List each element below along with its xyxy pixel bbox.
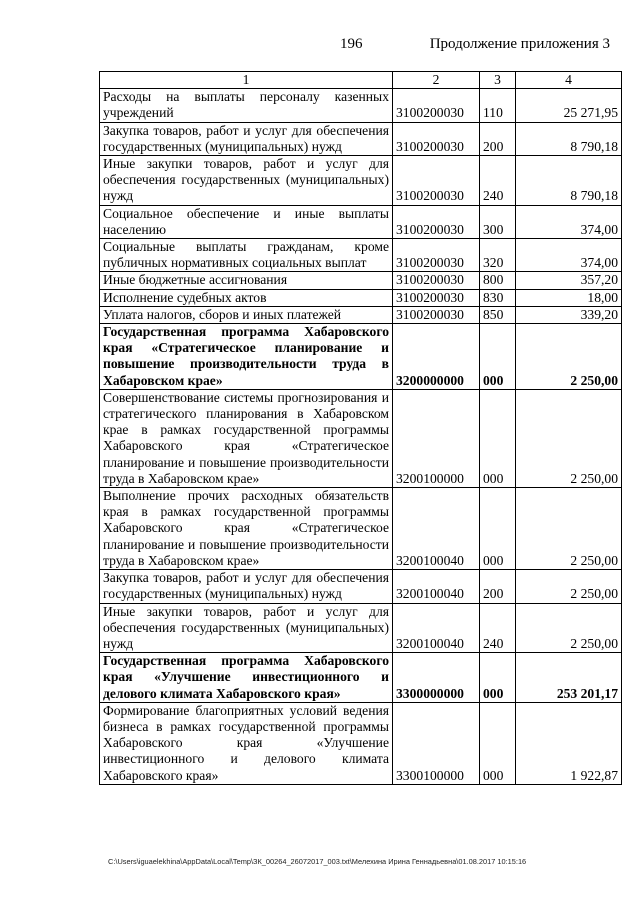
row-code-cell: 3200100040 (393, 488, 480, 570)
row-kind-cell: 240 (480, 156, 516, 206)
page-number: 196 (340, 36, 363, 52)
continuation-title: Продолжение приложения 3 (429, 36, 610, 52)
row-name-cell: Совершенствование системы прогнозирования и стратегического планирования в Хабаровском крае в рамках государственной программы Хабаровского края «Стратегическое планирование и повышение производительности труда в Хабаровском крае» (100, 389, 393, 487)
column-header: 3 (480, 72, 516, 89)
table-row (100, 272, 622, 289)
row-name-cell: Иные бюджетные ассигнования (100, 272, 393, 289)
row-amount-cell: 2 250,00 (516, 389, 622, 487)
row-kind-cell: 000 (480, 488, 516, 570)
row-kind-cell: 110 (480, 89, 516, 122)
row-amount-cell: 2 250,00 (516, 324, 622, 390)
budget-table (99, 71, 622, 785)
row-kind-cell: 200 (480, 122, 516, 155)
row-amount-cell: 2 250,00 (516, 570, 622, 603)
row-code-cell: 3300000000 (393, 653, 480, 703)
table-row (100, 603, 622, 653)
table-body (100, 89, 622, 785)
row-code-cell: 3100200030 (393, 272, 480, 289)
table-row (100, 324, 622, 390)
row-code-cell: 3200100040 (393, 603, 480, 653)
row-kind-cell: 300 (480, 205, 516, 238)
table-row (100, 122, 622, 155)
row-kind-cell: 800 (480, 272, 516, 289)
row-name-cell: Закупка товаров, работ и услуг для обеспечения государственных (муниципальных) нужд (100, 570, 393, 603)
row-code-cell: 3100200030 (393, 156, 480, 206)
row-kind-cell: 830 (480, 289, 516, 306)
row-amount-cell: 25 271,95 (516, 89, 622, 122)
row-kind-cell: 850 (480, 306, 516, 323)
row-name-cell: Исполнение судебных актов (100, 289, 393, 306)
row-code-cell: 3200100040 (393, 570, 480, 603)
row-name-cell: Выполнение прочих расходных обязательств края в рамках государственной программы Хабаровского края «Стратегическое планирование и повышение производительности труда в Хабаровском крае» (100, 488, 393, 570)
row-amount-cell: 2 250,00 (516, 488, 622, 570)
row-name-cell: Иные закупки товаров, работ и услуг для обеспечения государственных (муниципальных) нужд (100, 603, 393, 653)
table-row (100, 156, 622, 206)
column-header: 2 (393, 72, 480, 89)
column-header: 4 (516, 72, 622, 89)
row-amount-cell: 253 201,17 (516, 653, 622, 703)
table-row (100, 702, 622, 784)
row-amount-cell: 8 790,18 (516, 122, 622, 155)
table-row (100, 488, 622, 570)
row-name-cell: Государственная программа Хабаровского края «Стратегическое планирование и повышение производительности труда в Хабаровском крае» (100, 324, 393, 390)
column-header: 1 (100, 72, 393, 89)
row-code-cell: 3100200030 (393, 306, 480, 323)
file-path-footer: C:\Users\iguaelekhina\AppData\Local\Temp\ЗК_00264_26072017_003.txt\Мелехина Ирина Геннадьевна\01.08.2017 10:15:16 (108, 857, 527, 866)
row-kind-cell: 000 (480, 702, 516, 784)
row-amount-cell: 2 250,00 (516, 603, 622, 653)
row-name-cell: Социальные выплаты гражданам, кроме публичных нормативных социальных выплат (100, 239, 393, 272)
row-code-cell: 3300100000 (393, 702, 480, 784)
row-amount-cell: 18,00 (516, 289, 622, 306)
row-kind-cell: 200 (480, 570, 516, 603)
row-amount-cell: 374,00 (516, 239, 622, 272)
table-row (100, 306, 622, 323)
row-code-cell: 3100200030 (393, 122, 480, 155)
table-row (100, 389, 622, 487)
row-amount-cell: 339,20 (516, 306, 622, 323)
table-row (100, 570, 622, 603)
row-code-cell: 3100200030 (393, 205, 480, 238)
table-row (100, 205, 622, 238)
row-name-cell: Уплата налогов, сборов и иных платежей (100, 306, 393, 323)
table-row (100, 653, 622, 703)
row-name-cell: Социальное обеспечение и иные выплаты населению (100, 205, 393, 238)
row-kind-cell: 000 (480, 653, 516, 703)
table-row (100, 239, 622, 272)
row-code-cell: 3200000000 (393, 324, 480, 390)
row-code-cell: 3100200030 (393, 89, 480, 122)
row-name-cell: Расходы на выплаты персоналу казенных учреждений (100, 89, 393, 122)
row-name-cell: Формирование благоприятных условий ведения бизнеса в рамках государственной программы Хабаровского края «Улучшение инвестиционного и делового климата Хабаровского края» (100, 702, 393, 784)
table-row (100, 89, 622, 122)
row-kind-cell: 240 (480, 603, 516, 653)
row-code-cell: 3100200030 (393, 239, 480, 272)
row-amount-cell: 8 790,18 (516, 156, 622, 206)
row-name-cell: Иные закупки товаров, работ и услуг для обеспечения государственных (муниципальных) нужд (100, 156, 393, 206)
table-row (100, 289, 622, 306)
row-kind-cell: 320 (480, 239, 516, 272)
row-name-cell: Закупка товаров, работ и услуг для обеспечения государственных (муниципальных) нужд (100, 122, 393, 155)
row-code-cell: 3200100000 (393, 389, 480, 487)
row-name-cell: Государственная программа Хабаровского края «Улучшение инвестиционного и делового климата Хабаровского края» (100, 653, 393, 703)
header-row (100, 72, 622, 89)
row-amount-cell: 1 922,87 (516, 702, 622, 784)
row-code-cell: 3100200030 (393, 289, 480, 306)
row-amount-cell: 374,00 (516, 205, 622, 238)
row-kind-cell: 000 (480, 324, 516, 390)
row-kind-cell: 000 (480, 389, 516, 487)
row-amount-cell: 357,20 (516, 272, 622, 289)
